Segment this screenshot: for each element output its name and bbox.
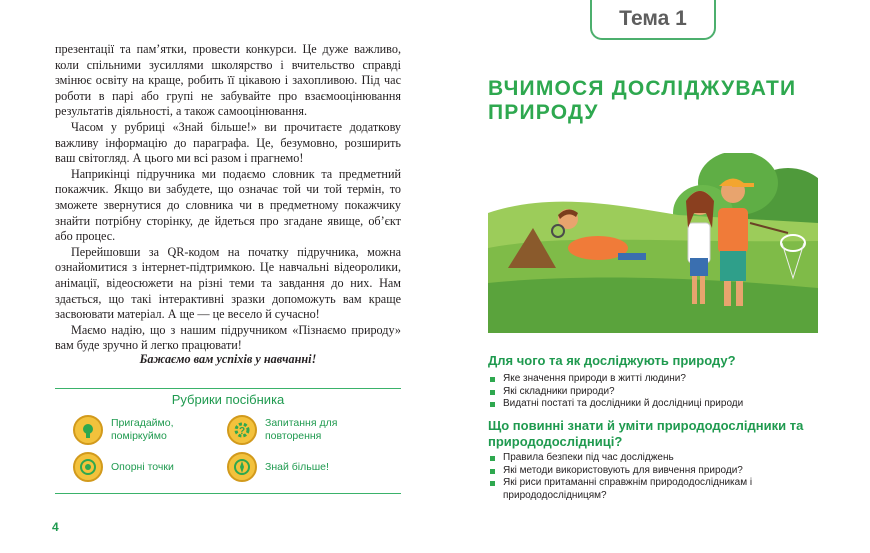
compass-icon [227, 452, 257, 482]
section-title: Що повинні знати й уміти природодослідники та природодослідниці? [488, 418, 804, 449]
list-item: Які складники природи? [490, 386, 820, 399]
rubric-questions [227, 415, 350, 445]
rubric-recall [73, 415, 201, 445]
section-list [490, 452, 820, 502]
list-item: Яке значення природи в житті людини? [490, 373, 820, 386]
theme-tab: Тема 1 [590, 0, 716, 40]
chapter-title: ВЧИМОСЯ ДОСЛІДЖУВАТИ ПРИРОДУ [488, 77, 797, 124]
rubric-label: Запитання для повторення [265, 417, 338, 442]
rubrics-legend [55, 388, 401, 494]
thinking-head-icon [73, 415, 103, 445]
intro-text [55, 42, 401, 354]
section-list [490, 373, 820, 411]
paragraph: Маємо надію, що з нашим підручником «Пізнаємо природу» вам буде зручно й легко працювати! [55, 322, 401, 353]
list-item: Які риси притаманні справжнім природодослідникам і природодослідницям? [490, 477, 753, 502]
rubric-label: Пригадаймо, поміркуймо [111, 417, 174, 442]
rubrics-title: Рубрики посібника [171, 392, 285, 407]
paragraph: Перейшовши за QR-кодом на початку підручника, можна ознайомитися з інтернет-підтримкою. Це навчальні відеоролики, анімації, відеосюжети на різні теми та завдання до них. Нам здається, що такі інтерактивні зразки допоможуть вам краще засвоювати матеріал. А ще — це весело й сучасно! [55, 244, 401, 322]
list-item: Які методи використовують для вивчення природи? [490, 465, 820, 478]
list-item: Правила безпеки під час досліджень [490, 452, 820, 465]
rubric-label: Опорні точки [111, 460, 174, 473]
rubric-key-points [73, 452, 174, 482]
target-icon [73, 452, 103, 482]
section-title: Для чого та як досліджують природу? [488, 353, 736, 368]
question-gear-icon [227, 415, 257, 445]
paragraph: Часом у рубриці «Знай більше!» ви прочитаєте додаткову важливу інформацію до параграфа. Це, безумовно, розширить ваш світогляд. А цього ми всі разом і прагнемо! [55, 119, 401, 166]
paragraph: презентації та пам’ятки, провести конкурси. Це дуже важливо, коли спільними зусиллями школярство і вчительство справді змінює освіту на краще, робить її цікавою і захопливою. Під час роботи в парі або групі не забувайте про взаємооцінювання результатів діяльності, а також самооцінювання. [55, 42, 401, 119]
list-item: Видатні постаті та дослідники й дослідниці природи [490, 398, 820, 411]
paragraph: Наприкінці підручника ми подаємо словник та предметний покажчик. Якщо ви забудете, що означає той чи той термін, то зможете звернутися до словника чи в предметному покажчику знайти потрібну сторінку, де йдеться про згадане явище, об’єкт або процес. [55, 166, 401, 244]
svg-text:?: ? [238, 426, 246, 437]
kids-exploring-nature-illustration [488, 153, 818, 333]
rubric-label: Знай більше! [265, 460, 329, 473]
rubric-know-more [227, 452, 329, 482]
wish-text: Бажаємо вам успіхів у навчанні! [139, 352, 317, 366]
page-number: 4 [52, 520, 59, 534]
